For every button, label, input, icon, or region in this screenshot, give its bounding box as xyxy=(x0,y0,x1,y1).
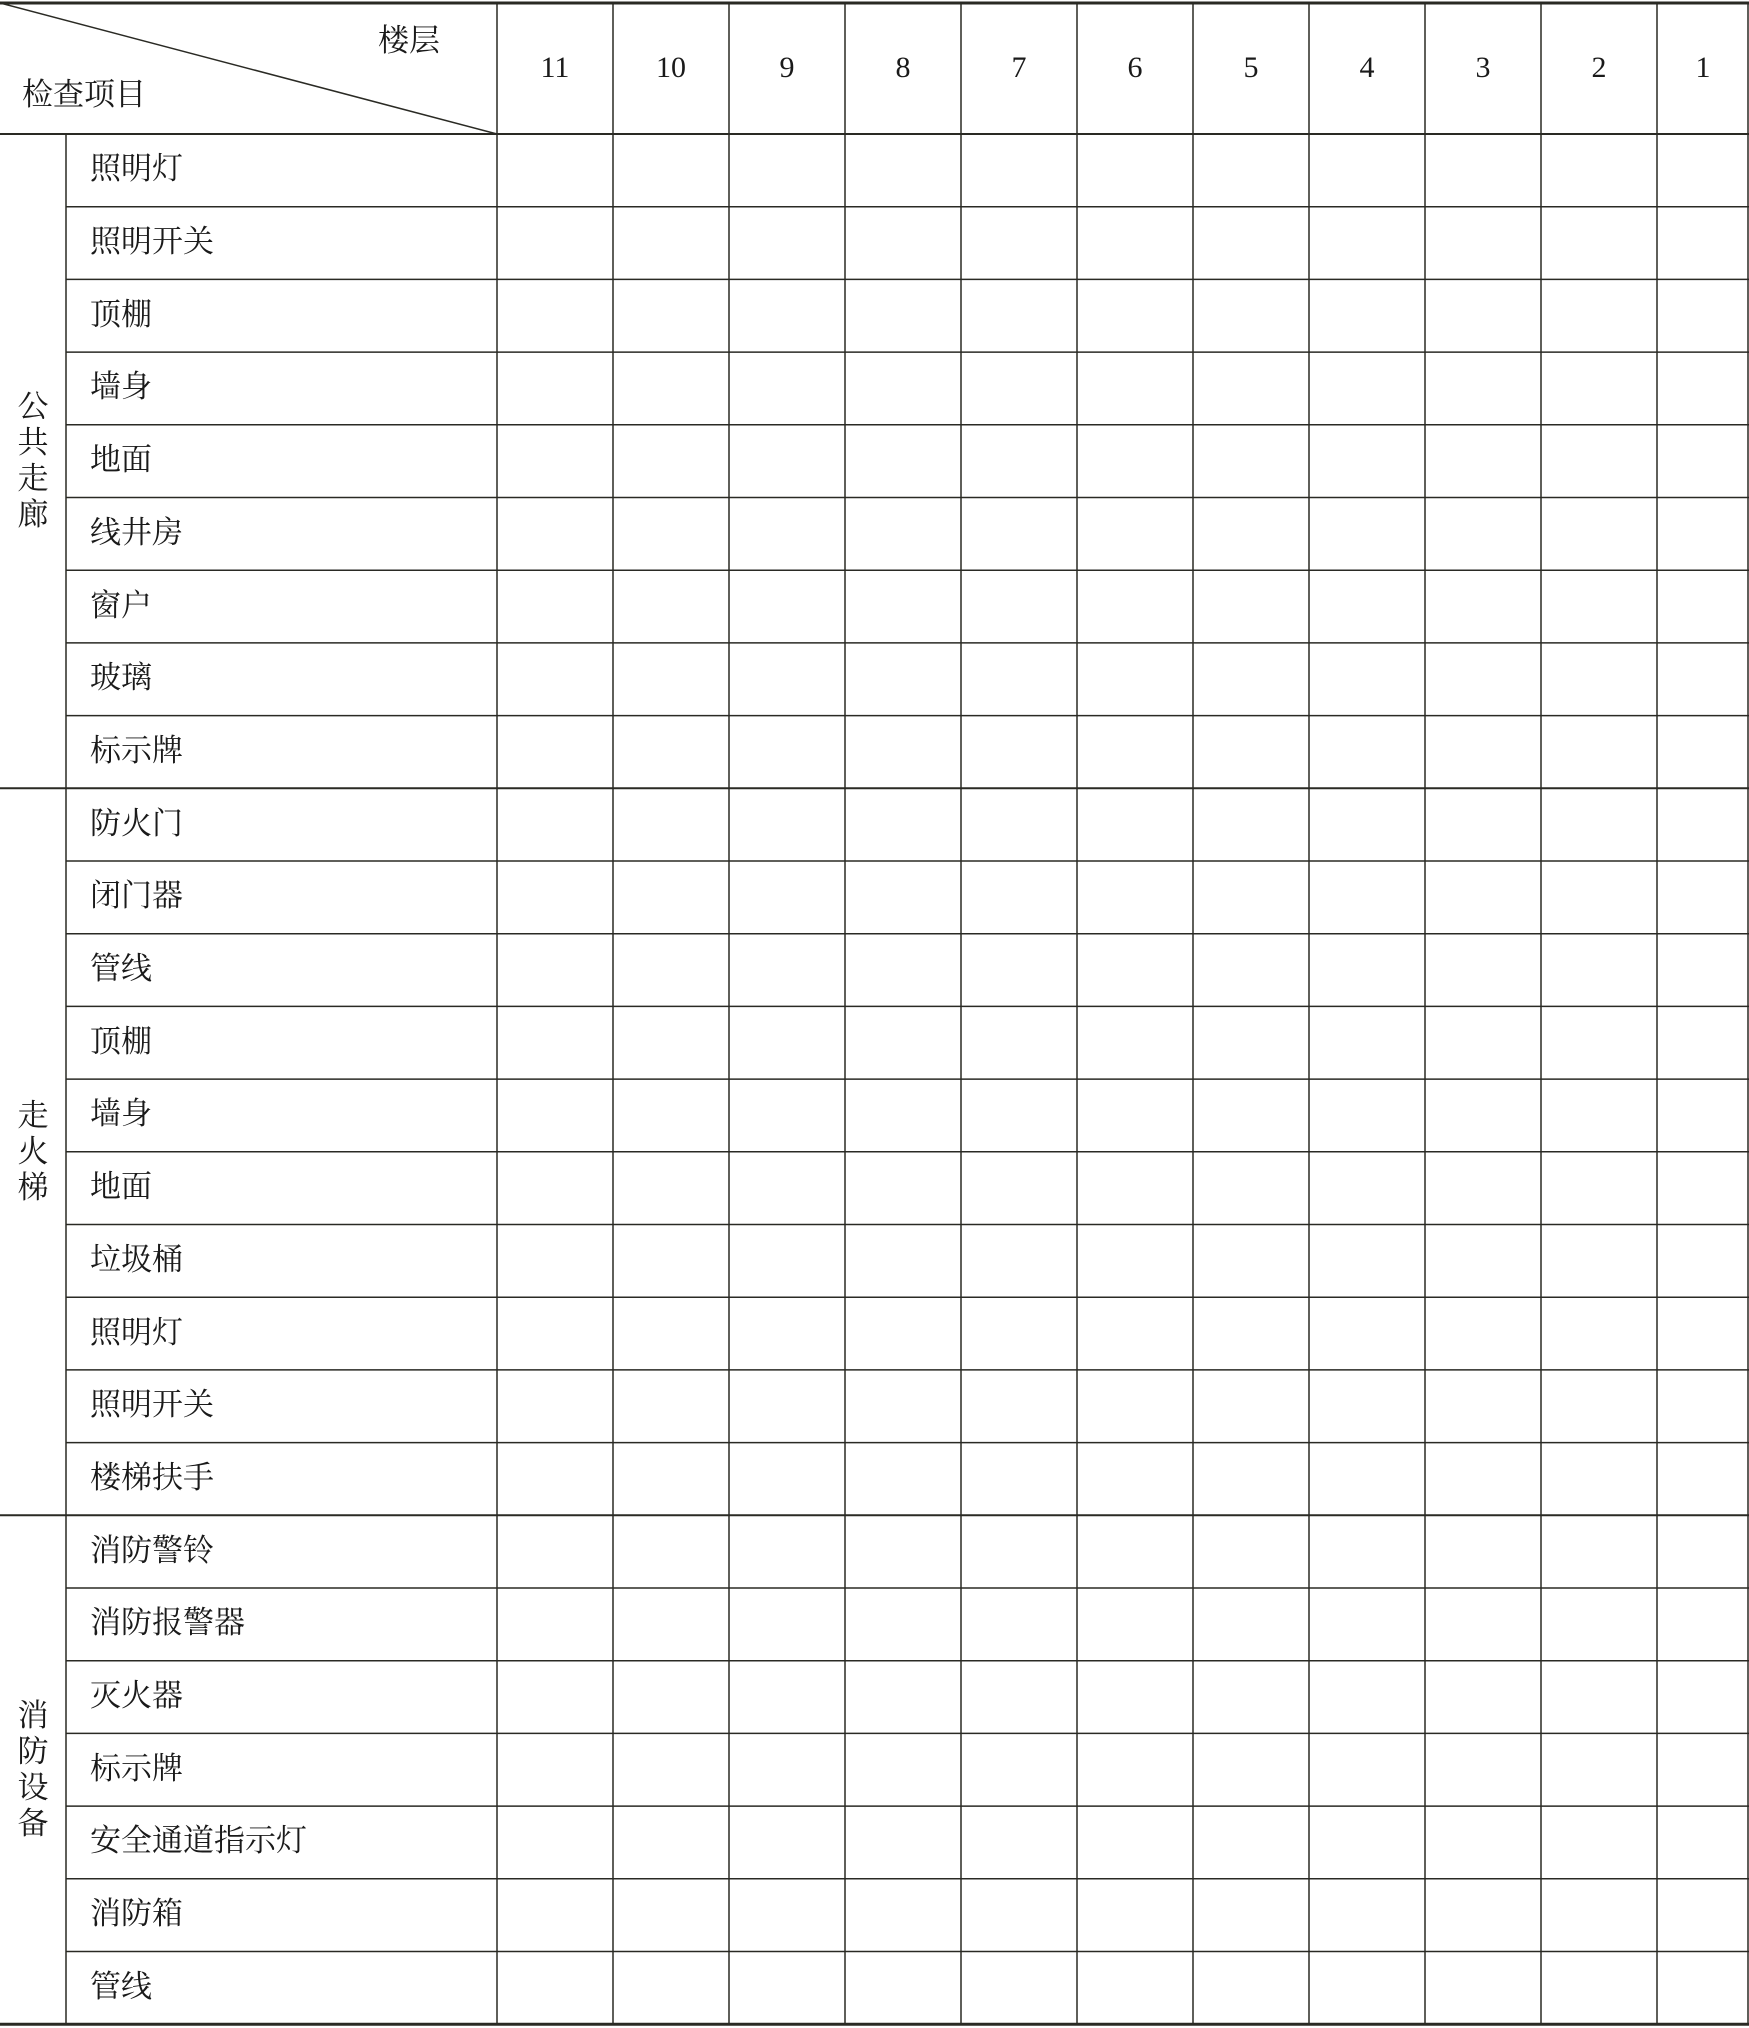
floor-header-8: 8 xyxy=(895,51,911,84)
check-item-label: 照明灯 xyxy=(90,151,183,188)
check-item-label: 消防警铃 xyxy=(90,1532,214,1569)
check-item-label: 防火门 xyxy=(90,805,183,842)
floor-header-2: 2 xyxy=(1591,51,1607,84)
check-item-label: 顶棚 xyxy=(90,1023,152,1060)
check-item-label: 照明灯 xyxy=(90,1314,183,1351)
check-item-label: 玻璃 xyxy=(90,660,152,697)
check-item-label: 墙身 xyxy=(90,1096,152,1133)
floor-header-6: 6 xyxy=(1127,51,1143,84)
check-item-label: 地面 xyxy=(90,1169,152,1206)
corner-label-check-item: 检查项目 xyxy=(22,77,146,113)
check-item-label: 窗户 xyxy=(90,587,152,624)
floor-header-10: 10 xyxy=(656,51,686,84)
check-item-label: 照明开关 xyxy=(90,224,214,261)
check-item-label: 墙身 xyxy=(90,369,152,406)
group-label: 公 共 走 廊 xyxy=(17,389,49,534)
floor-header-7: 7 xyxy=(1011,51,1027,84)
floor-header-3: 3 xyxy=(1475,51,1491,84)
check-item-label: 顶棚 xyxy=(90,296,152,333)
floor-header-1: 1 xyxy=(1695,51,1711,84)
check-item-label: 标示牌 xyxy=(90,732,183,769)
check-item-label: 垃圾桶 xyxy=(90,1241,183,1278)
floor-header-5: 5 xyxy=(1243,51,1259,84)
group-label: 消 防 设 备 xyxy=(17,1697,49,1842)
check-item-label: 闭门器 xyxy=(90,878,183,915)
check-item-label: 消防箱 xyxy=(90,1896,183,1933)
floor-header-9: 9 xyxy=(779,51,795,84)
check-item-label: 灭火器 xyxy=(90,1678,183,1715)
check-item-label: 安全通道指示灯 xyxy=(90,1823,307,1860)
check-item-label: 地面 xyxy=(90,442,152,479)
check-item-label: 管线 xyxy=(90,1968,152,2005)
floor-header-11: 11 xyxy=(540,51,570,84)
check-item-label: 管线 xyxy=(90,951,152,988)
check-item-label: 标示牌 xyxy=(90,1750,183,1787)
floor-header-4: 4 xyxy=(1359,51,1375,84)
group-label: 走 火 梯 xyxy=(17,1097,49,1206)
check-item-label: 线井房 xyxy=(90,514,183,551)
check-item-label: 楼梯扶手 xyxy=(90,1459,214,1496)
check-item-label: 照明开关 xyxy=(90,1387,214,1424)
corner-label-floor: 楼层 xyxy=(378,23,440,59)
check-item-label: 消防报警器 xyxy=(90,1605,245,1642)
